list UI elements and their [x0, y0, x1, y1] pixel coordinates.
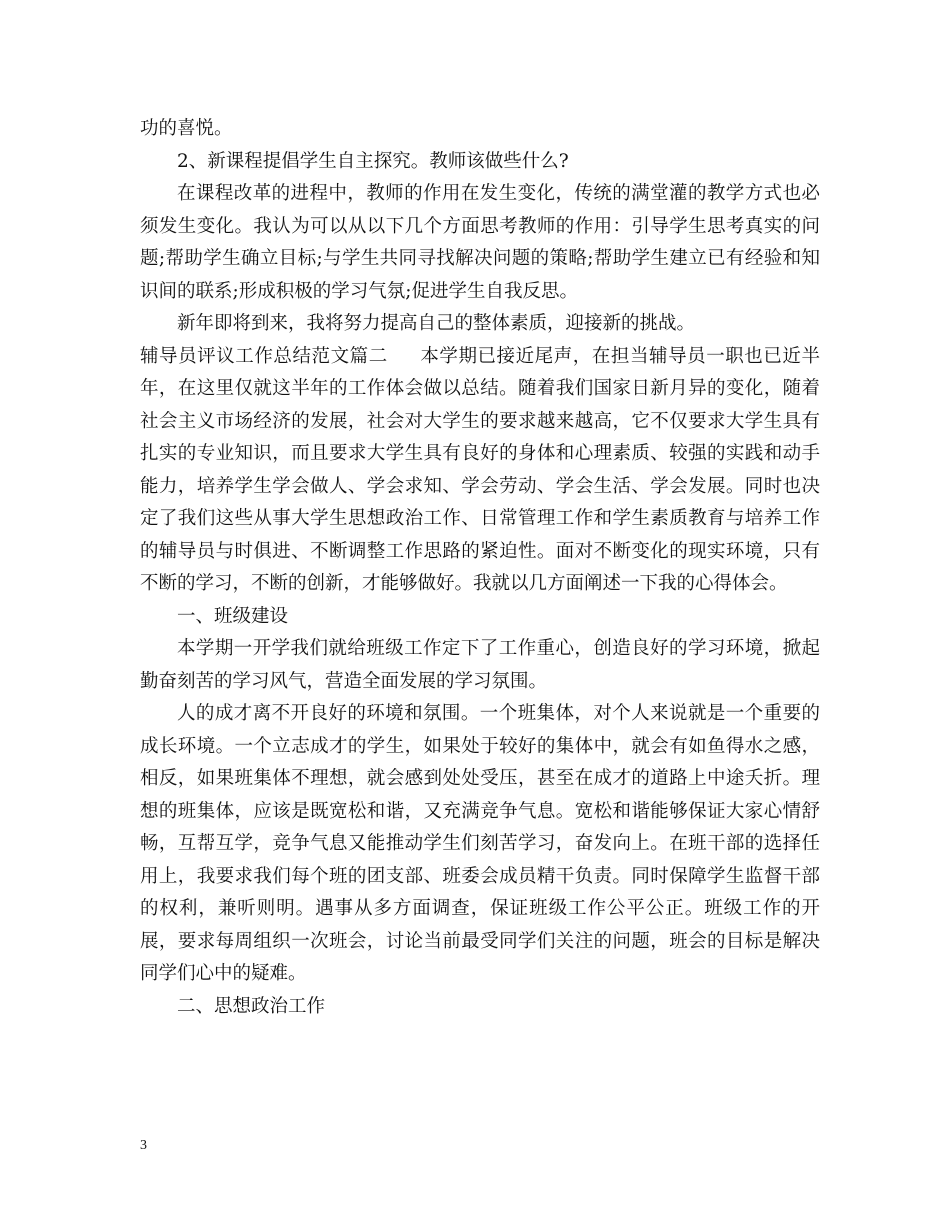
paragraph-continuation: 功的喜悦。 — [140, 118, 233, 139]
document-body — [140, 113, 820, 1023]
article-two-intro: 本学期已接近尾声，在担当辅导员一职也已近半年，在这里仅就这半年的工作体会做以总结。随着我们国家日新月异的变化，随着社会主义市场经济的发展，社会对大学生的要求越来越高，它不仅要求大学生具有扎实的专业知识，而且要求大学生具有良好的身体和心理素质、较强的实践和动手能力，培养学生学会做人、学会求知、学会劳动、学会生活、学会发展。同时也决定了我们这些从事大学生思想政治工作、日常管理工作和学生素质教育与培养工作的辅导员与时俱进、不断调整工作思路的紧迫性。面对不断变化的现实环境，只有不断的学习，不断的创新，才能够做好。我就以几方面阐述一下我的心得体会。 — [140, 345, 820, 594]
article-two-paragraph — [140, 341, 820, 601]
article-two-title: 辅导员评议工作总结范文篇二 — [140, 345, 388, 367]
page-number: 3 — [140, 1138, 147, 1153]
section-one-paragraph-1: 本学期一开学我们就给班级工作定下了工作重心，创造良好的学习环境，掀起勤奋刻苦的学习风气，营造全面发展的学习氛围。 — [140, 638, 820, 692]
paragraph-question-2: 2、新课程提倡学生自主探究。教师该做些什么? — [177, 150, 569, 172]
paragraph-new-year: 新年即将到来，我将努力提高自己的整体素质，迎接新的挑战。 — [177, 313, 696, 334]
paragraph-teacher-role: 在课程改革的进程中，教师的作用在发生变化，传统的满堂灌的教学方式也必须发生变化。我认为可以从以下几个方面思考教师的作用：引导学生思考真实的问题;帮助学生确立目标;与学生共同寻找解决问题的策略;帮助学生建立已有经验和知识间的联系;形成积极的学习气氛;促进学生自我反思。 — [140, 183, 820, 302]
section-one-heading: 一、班级建设 — [177, 605, 289, 627]
section-two-heading: 二、思想政治工作 — [177, 995, 326, 1017]
section-one-paragraph-2: 人的成才离不开良好的环境和氛围。一个班集体，对个人来说就是一个重要的成长环境。一个立志成才的学生，如果处于较好的集体中，就会有如鱼得水之感，相反，如果班集体不理想，就会感到处处受压，甚至在成才的道路上中途夭折。理想的班集体，应该是既宽松和谐，又充满竞争气息。宽松和谐能够保证大家心情舒畅，互帮互学，竞争气息又能推动学生们刻苦学习，奋发向上。在班干部的选择任用上，我要求我们每个班的团支部、班委会成员精干负责。同时保障学生监督干部的权利，兼听则明。遇事从多方面调查，保证班级工作公平公正。班级工作的开展，要求每周组织一次班会，讨论当前最受同学们关注的问题，班会的目标是解决同学们心中的疑难。 — [140, 703, 820, 984]
